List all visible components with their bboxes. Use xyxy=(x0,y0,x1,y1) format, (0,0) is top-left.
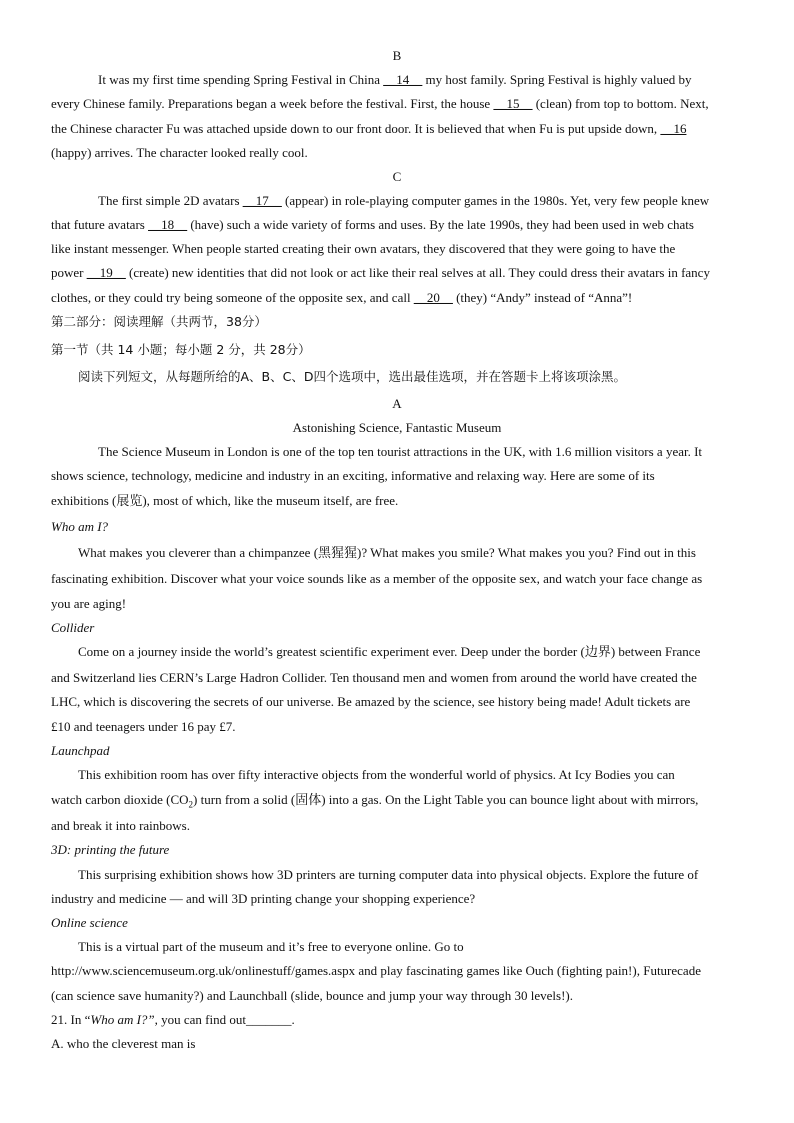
blank-14[interactable]: __14__ xyxy=(383,72,423,87)
collider-title: Collider xyxy=(51,620,95,635)
blank-16[interactable]: __16 xyxy=(660,121,687,136)
section-c-line-3: like instant messenger. When people started creating their own avatars, they discovered that they were going to have the xyxy=(51,241,676,256)
intro-line-3: exhibitions (展览), most of which, like the museum itself, are free. xyxy=(51,493,399,508)
intro-line-1: The Science Museum in London is one of the top ten tourist attractions in the UK, with 1.6 million visitors a year. It xyxy=(98,444,703,459)
who-line-1: What makes you cleverer than a chimpanzee (黑猩猩)? What makes you smile? What makes you you? Find out in this xyxy=(78,545,696,560)
launchpad-title: Launchpad xyxy=(51,743,110,758)
collider-line-2: and Switzerland lies CERN’s Large Hadron Collider. Ten thousand men and women from around the world have created the xyxy=(51,670,697,685)
passage-title: Astonishing Science, Fantastic Museum xyxy=(292,420,502,435)
section-b-heading: B xyxy=(392,48,402,63)
section-b-line-1: It was my first time spending Spring Festival in China __14__ my host family. Spring Festival is highly valued by xyxy=(98,72,692,87)
blank-15[interactable]: __15__ xyxy=(493,96,533,111)
collider-line-1: Come on a journey inside the world’s greatest scientific experiment ever. Deep under the border (边界) between France xyxy=(78,644,701,659)
launchpad-line-3: and break it into rainbows. xyxy=(51,818,190,833)
collider-line-3: LHC, which is discovering the secrets of our universe. Be amazed by the science, see history being made! Adult tickets are xyxy=(51,694,691,709)
section-c-line-4: power __19__ (create) new identities that did not look or act like their real selves at all. They could dress their avatars in fancy xyxy=(51,265,710,280)
online-line-1: This is a virtual part of the museum and it’s free to everyone online. Go to xyxy=(78,939,464,954)
online-line-2: http://www.sciencemuseum.org.uk/onlinestuff/games.aspx and play fascinating games like Ouch (fighting pain!), Futurecade xyxy=(51,963,701,978)
question-21: 21. In “Who am I?”, you can find out_______. xyxy=(51,1012,295,1027)
section-b-line-4: (happy) arrives. The character looked really cool. xyxy=(51,145,308,160)
question-21-option-a[interactable]: A. who the cleverest man is xyxy=(51,1036,196,1051)
who-line-3: you are aging! xyxy=(51,596,127,611)
launchpad-line-2: watch carbon dioxide $(CO_2)$ turn from a solid (固体) into a gas. On the Light Table you can bounce light about with mirrors, xyxy=(51,792,699,810)
blank-18[interactable]: __18__ xyxy=(148,217,188,232)
online-science-title: Online science xyxy=(51,915,128,930)
launchpad-line-1: This exhibition room has over fifty interactive objects from the wonderful world of physics. At Icy Bodies you can xyxy=(78,767,675,782)
passage-a-heading: A xyxy=(392,396,402,411)
instructions: 阅读下列短文，从每题所给的A、B、C、D四个选项中，选出最佳选项，并在答题卡上将该项涂黑。 xyxy=(78,369,626,384)
3d-printing-title: 3D: printing the future xyxy=(51,842,170,857)
who-line-2: fascinating exhibition. Discover what your voice sounds like as a member of the opposite sex, and watch your face change as xyxy=(51,571,703,586)
intro-line-2: shows science, technology, medicine and industry in an exciting, informative and relaxing way. Here are some of its xyxy=(51,468,655,483)
3d-line-2: industry and medicine — and will 3D printing change your shopping experience? xyxy=(51,891,476,906)
section-c-line-1: The first simple 2D avatars __17__ (appear) in role-playing computer games in the 1980s. Yet, very few people knew xyxy=(98,193,710,208)
section-b-line-3: the Chinese character Fu was attached upside down to our front door. It is believed that when Fu is put upside down, __16 xyxy=(51,121,687,136)
section-b-line-2: every Chinese family. Preparations began a week before the festival. First, the house __15__ (clean) from top to bottom. Next, xyxy=(51,96,709,111)
online-line-3: (can science save humanity?) and Launchball (slide, bounce and jump your way through 30 levels!). xyxy=(51,988,573,1003)
who-am-i-title: Who am I? xyxy=(51,519,109,534)
blank-19[interactable]: __19__ xyxy=(86,265,126,280)
3d-line-1: This surprising exhibition shows how 3D printers are turning computer data into physical objects. Explore the future of xyxy=(78,867,699,882)
section-1-title: 第一节（共 14 小题；每小题 2 分，共 28分） xyxy=(51,342,311,357)
part-2-title: 第二部分：阅读理解（共两节，38分） xyxy=(51,314,267,329)
section-c-line-5: clothes, or they could try being someone of the opposite sex, and call __20__ (they) “Andy” instead of “Anna”! xyxy=(51,290,633,305)
blank-17[interactable]: __17__ xyxy=(242,193,282,208)
section-c-heading: C xyxy=(392,169,402,184)
blank-20[interactable]: __20__ xyxy=(413,290,453,305)
section-c-line-2: that future avatars __18__ (have) such a wide variety of forms and uses. By the late 1990s, they had been used in web chats xyxy=(51,217,694,232)
collider-line-4: £10 and teenagers under 16 pay £7. xyxy=(51,719,236,734)
